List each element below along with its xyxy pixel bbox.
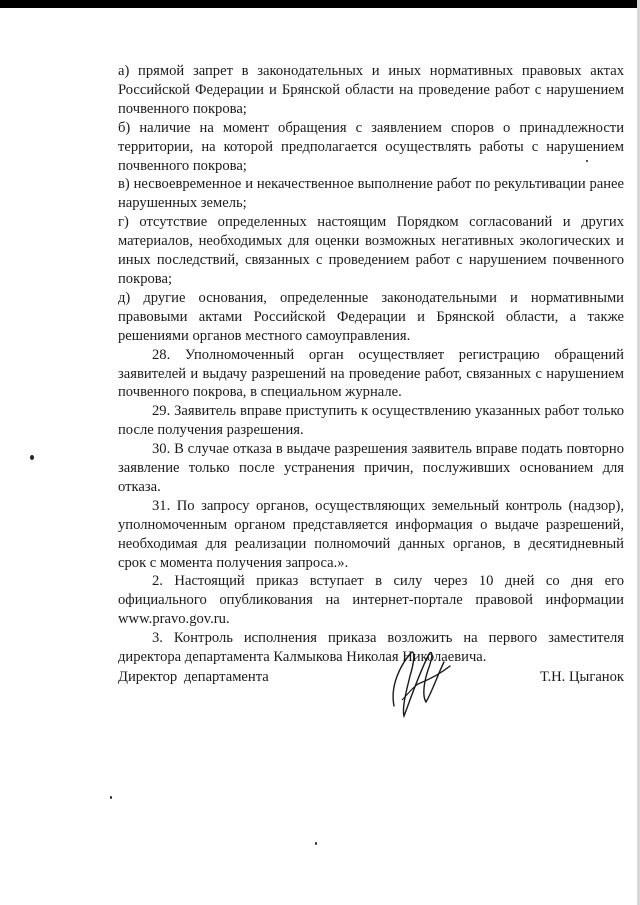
paragraph-item-a: а) прямой запрет в законодательных и иных нормативных правовых актах Российской Федерации и Брянской области на проведение работ с нарушением почвенного покрова; (118, 63, 624, 117)
signer-name: Т.Н. Цыганок (540, 669, 624, 685)
handwritten-signature (388, 636, 454, 722)
paragraph-28: 28. Уполномоченный орган осуществляет регистрацию обращений заявителей и выдачу разрешений на проведение работ, связанных с нарушением почвенного покрова, в специальном журнале. (118, 346, 624, 401)
order-item-2: 2. Настоящий приказ вступает в силу через 10 дней со дня его официального опубликования на интернет-портале правовой информации www.pravo.gov.ru. (118, 573, 624, 628)
paragraph-item-g: г) отсутствие определенных настоящим Порядком согласований и других материалов, необходимых для оценки возможных негативных экологических и иных последствий, связанных с проведением работ с нарушением почвенного покрова; (118, 214, 624, 287)
scan-speck (315, 842, 317, 845)
paragraph-29: 29. Заявитель вправе приступить к осуществлению указанных работ только после получения разрешения. (118, 403, 624, 439)
paragraph-item-v: в) несвоевременное и некачественное выполнение работ по рекультивации ранее нарушенных земель; (118, 176, 624, 212)
order-item-3: 3. Контроль исполнения приказа возложить на первого заместителя директора департамента Калмыкова Николая Николаевича. (118, 630, 624, 666)
paragraph-31: 31. По запросу органов, осуществляющих земельный контроль (надзор), уполномоченным органом представляется информация о выдаче разрешений, необходимая для реализации полномочий данных органов, в десятидневный срок с момента получения запроса.». (118, 497, 624, 571)
document-body (118, 62, 624, 667)
scan-speck (586, 160, 588, 162)
signer-position: Директор департамента (118, 669, 269, 685)
paragraph-30: 30. В случае отказа в выдаче разрешения заявитель вправе подать повторно заявление только после устранения причин, послуживших основанием для отказа. (118, 441, 624, 495)
scan-speck (30, 455, 34, 460)
scan-top-border (0, 0, 640, 8)
paragraph-item-d: д) другие основания, определенные законодательными и нормативными правовыми актами Российской Федерации и Брянской области, а также решениями органов местного самоуправления. (118, 289, 624, 344)
scan-speck (110, 796, 112, 799)
paragraph-item-b: б) наличие на момент обращения с заявлением споров о принадлежности территории, на которой предполагается осуществлять работы с нарушением почвенного покрова; (118, 119, 624, 174)
signature-block (118, 668, 624, 688)
